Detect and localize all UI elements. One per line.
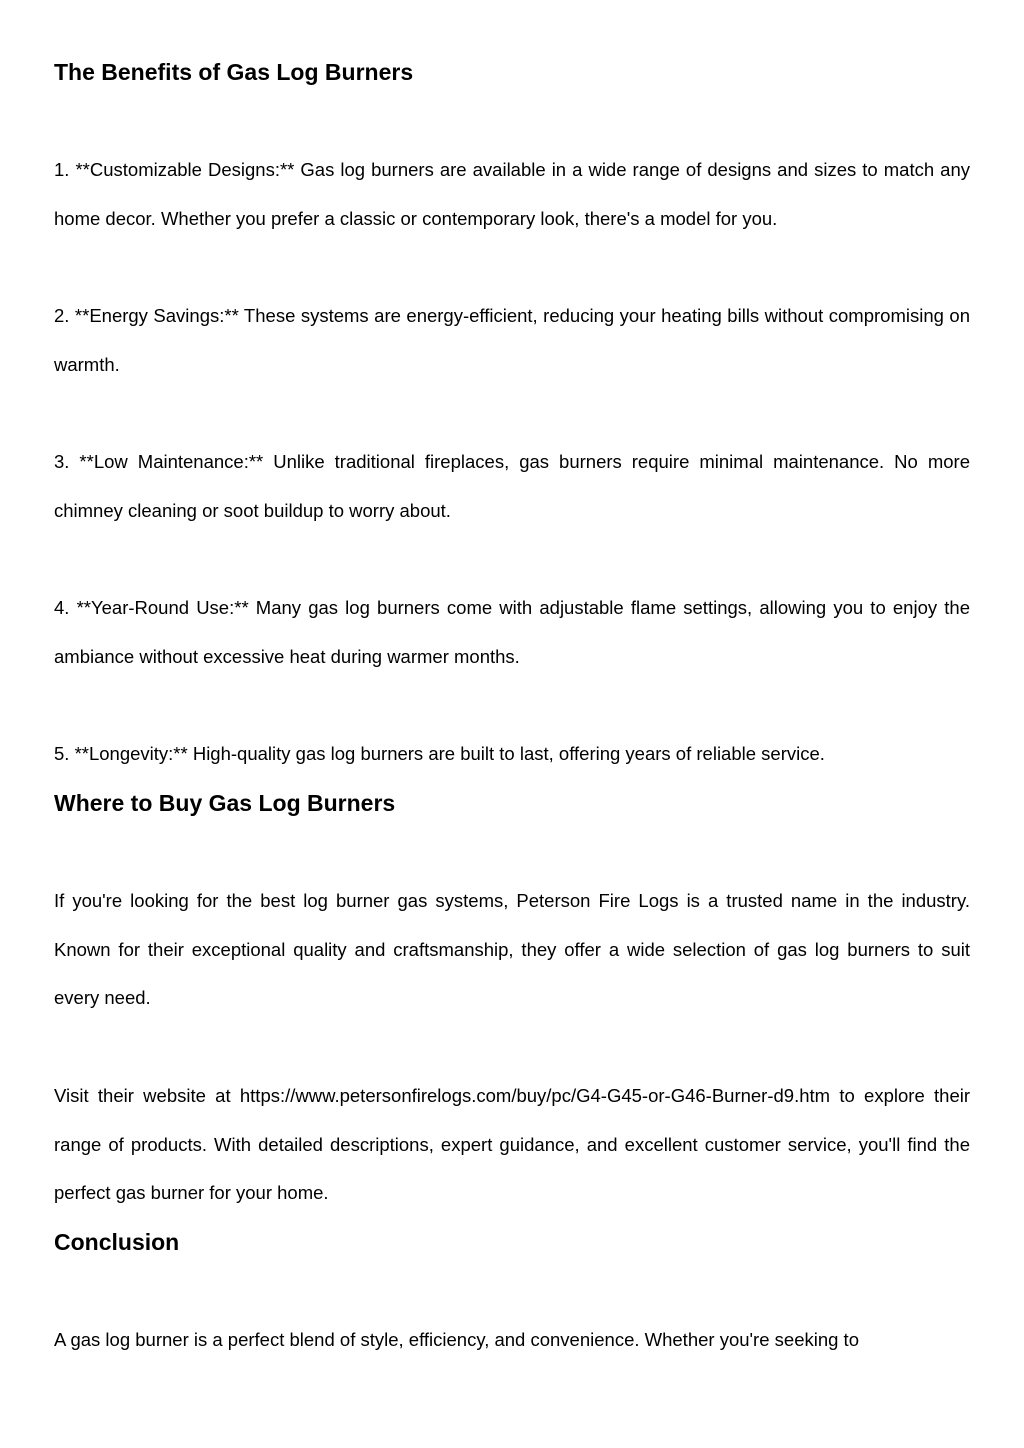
where-to-buy-heading: Where to Buy Gas Log Burners — [54, 790, 396, 816]
conclusion-paragraph: A gas log burner is a perfect blend of style, efficiency, and convenience. Whether you're seeking to — [54, 1329, 859, 1350]
benefits-heading: The Benefits of Gas Log Burners — [54, 59, 414, 85]
benefit-item-year-round: 4. **Year-Round Use:** Many gas log burners come with adjustable flame settings, allowing you to enjoy the ambiance without excessive heat during warmer months. — [54, 597, 970, 667]
benefit-item-energy-savings: 2. **Energy Savings:** These systems are energy-efficient, reducing your heating bills without compromising on warmth. — [54, 305, 970, 375]
benefit-item-longevity: 5. **Longevity:** High-quality gas log burners are built to last, offering years of reliable service. — [54, 743, 825, 764]
where-to-buy-paragraph: If you're looking for the best log burner gas systems, Peterson Fire Logs is a trusted name in the industry. Known for their exceptional quality and craftsmanship, they offer a wide selection of gas log burners to suit every need. — [54, 890, 970, 1009]
benefit-item-customizable: 1. **Customizable Designs:** Gas log burners are available in a wide range of designs and sizes to match any home decor. Whether you prefer a classic or contemporary look, there's a model for you. — [54, 159, 970, 229]
benefit-item-low-maintenance: 3. **Low Maintenance:** Unlike traditional fireplaces, gas burners require minimal maintenance. No more chimney cleaning or soot buildup to worry about. — [54, 451, 970, 521]
website-paragraph: Visit their website at https://www.petersonfirelogs.com/buy/pc/G4-G45-or-G46-Burner-d9.htm to explore their range of products. With detailed descriptions, expert guidance, and excellent customer service, you'll find the perfect gas burner for your home. — [54, 1085, 970, 1204]
conclusion-heading: Conclusion — [54, 1229, 180, 1255]
